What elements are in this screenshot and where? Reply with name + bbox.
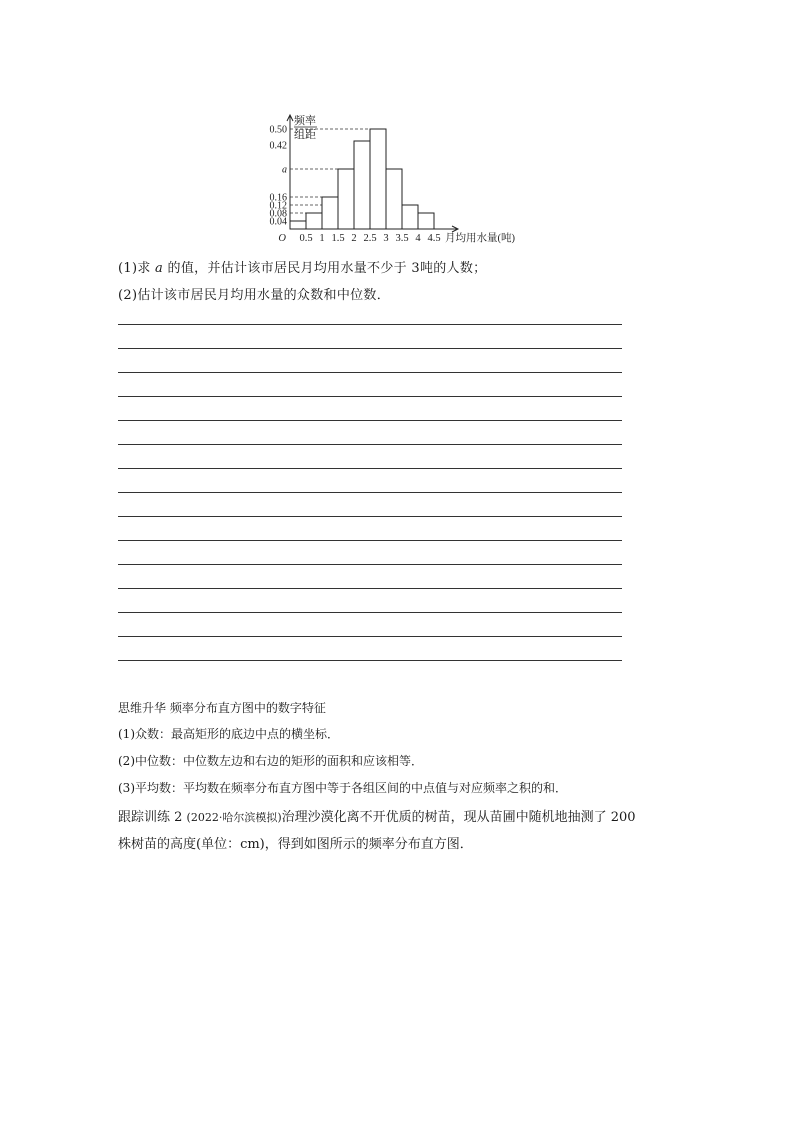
exercise-line-2: 株树苗的高度(单位：cm)，得到如图所示的频率分布直方图． [118,837,473,852]
histogram-bar [322,197,338,229]
tip-item-mean: (3)平均数：平均数在频率分布直方图中等于各组区间的中点值与对应频率之积的和． [118,781,568,795]
histogram-bar [370,129,386,229]
x-axis-title: 月均用水量(吨) [445,233,515,244]
histogram-bar [418,213,434,229]
histogram-bar [386,169,402,229]
answer-lines [118,324,622,684]
x-tick-label: 4 [415,233,421,244]
answer-line [118,444,622,468]
answer-line [118,588,622,612]
exercise-text: 治理沙漠化离不开优质的树苗，现从苗圃中随机地抽测了 200 [281,810,636,825]
y-tick-label: 0.42 [269,140,287,152]
y-tick-label: 0.50 [269,124,287,136]
x-tick-label: 1.5 [331,233,345,244]
x-tick-label: 4.5 [427,233,441,244]
histogram-bar [290,221,306,229]
x-tick-label: 3 [383,233,389,244]
answer-line [118,540,622,564]
y-tick-label: 0.08 [269,208,287,220]
y-tick-label: 0.16 [269,192,287,204]
histogram-bar [354,141,370,229]
x-tick-label: 3.5 [395,233,409,244]
y-tick-label: 0.04 [269,216,287,228]
exercise-label: 跟踪训练 2 [118,810,187,825]
x-tick-label: 2 [351,233,357,244]
question-2: (2)估计该市居民月均用水量的众数和中位数． [118,288,391,303]
tip-item-median: (2)中位数：中位数左边和右边的矩形的面积和应该相等． [118,754,424,768]
histogram-bar [402,205,418,229]
y-axis-title-numerator: 频率 [294,115,316,127]
histogram-bar [306,213,322,229]
answer-line [118,468,622,492]
answer-line [118,492,622,516]
histogram-bar [338,169,354,229]
origin-label: O [278,233,286,244]
answer-line [118,324,622,348]
tip-title: 思维升华 频率分布直方图中的数字特征 [118,701,326,715]
tip-item-mode: (1)众数：最高矩形的底边中点的横坐标． [118,727,339,741]
answer-line [118,372,622,396]
answer-line [118,348,622,372]
x-tick-label: 1 [319,233,325,244]
answer-line [118,420,622,444]
answer-line [118,396,622,420]
frequency-histogram [260,96,540,248]
exercise-source: (2022·哈尔滨模拟) [186,811,282,824]
exercise-line-1 [118,806,636,825]
x-tick-label: 2.5 [363,233,377,244]
answer-line [118,636,622,660]
y-tick-label: a [282,164,287,176]
x-tick-label: 0.5 [299,233,313,244]
y-tick-label: 0.12 [269,200,287,212]
answer-line [118,660,622,684]
question-1: (1)求 a 的值，并估计该市居民月均用水量不少于 3吨的人数； [118,261,487,276]
answer-line [118,564,622,588]
answer-line [118,612,622,636]
y-axis-title-denominator: 组距 [294,129,316,141]
answer-line [118,516,622,540]
